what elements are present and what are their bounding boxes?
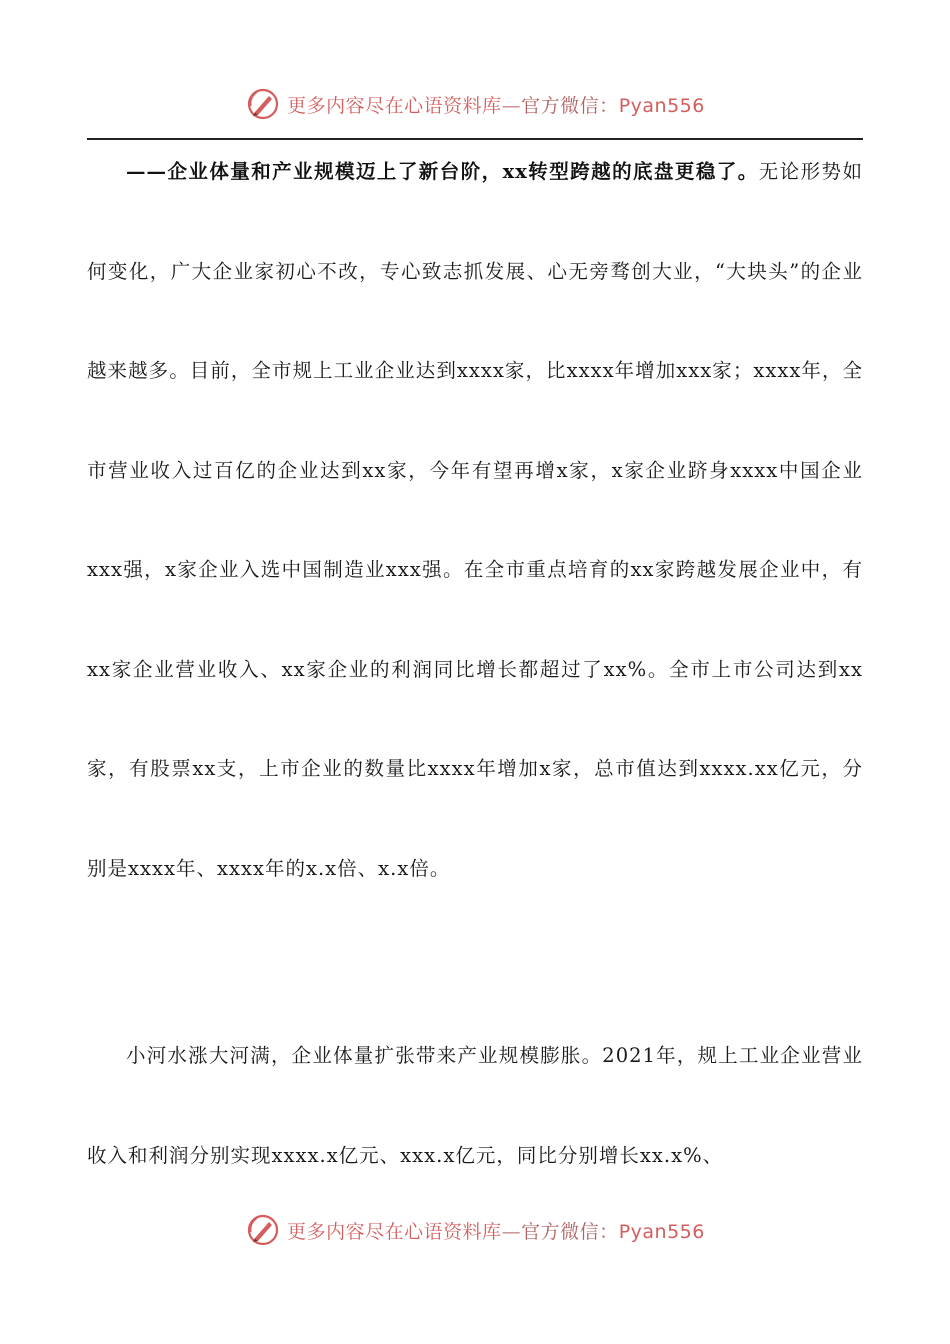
header-site-name: 更多内容尽在心语资料库	[287, 94, 502, 117]
paragraph-1	[87, 122, 863, 918]
footer-wechat-label: 官方微信：	[521, 1220, 619, 1243]
footer-site-name: 更多内容尽在心语资料库	[287, 1220, 502, 1243]
header-banner-content	[245, 86, 705, 122]
footer-banner-text	[287, 1217, 705, 1244]
pen-logo-icon	[245, 1212, 281, 1248]
paragraph-1-lead: ——企业体量和产业规模迈上了新台阶，xx转型跨越的底盘更稳了。	[126, 160, 759, 183]
header-wechat-label: 官方微信：	[521, 94, 619, 117]
footer-separator: —	[501, 1220, 522, 1243]
pen-logo-icon	[245, 86, 281, 122]
paragraph-1-body: 无论形势如何变化，广大企业家初心不改，专心致志抓发展、心无旁骛创大业，“大块头”的企业越来越多。目前，全市规上工业企业达到xxxx家，比xxxx年增加xxx家；xxxx年，全市营业收入过百亿的企业达到xx家，今年有望再增x家，x家企业跻身xxxx中国企业xxx强，x家企业入选中国制造业xxx强。在全市重点培育的xx家跨越发展企业中，有xx家企业营业收入、xx家企业的利润同比增长都超过了xx%。全市上市公司达到xx家，有股票xx支，上市企业的数量比xxxx年增加x家，总市值达到xxxx.xx亿元，分别是xxxx年、xxxx年的x.x倍、x.x倍。	[87, 160, 863, 880]
footer-banner-content	[245, 1212, 705, 1248]
footer-banner	[0, 1208, 950, 1252]
header-separator: —	[501, 94, 522, 117]
paragraph-2: 小河水涨大河满，企业体量扩张带来产业规模膨胀。2021年，规上工业企业营业收入和利润分别实现xxxx.x亿元、xxx.x亿元，同比分别增长xx.x%、	[87, 1044, 863, 1167]
footer-wechat-id: Pyan556	[618, 1220, 705, 1243]
header-wechat-id: Pyan556	[618, 94, 705, 117]
header-banner	[0, 82, 950, 126]
header-banner-text	[287, 91, 705, 118]
